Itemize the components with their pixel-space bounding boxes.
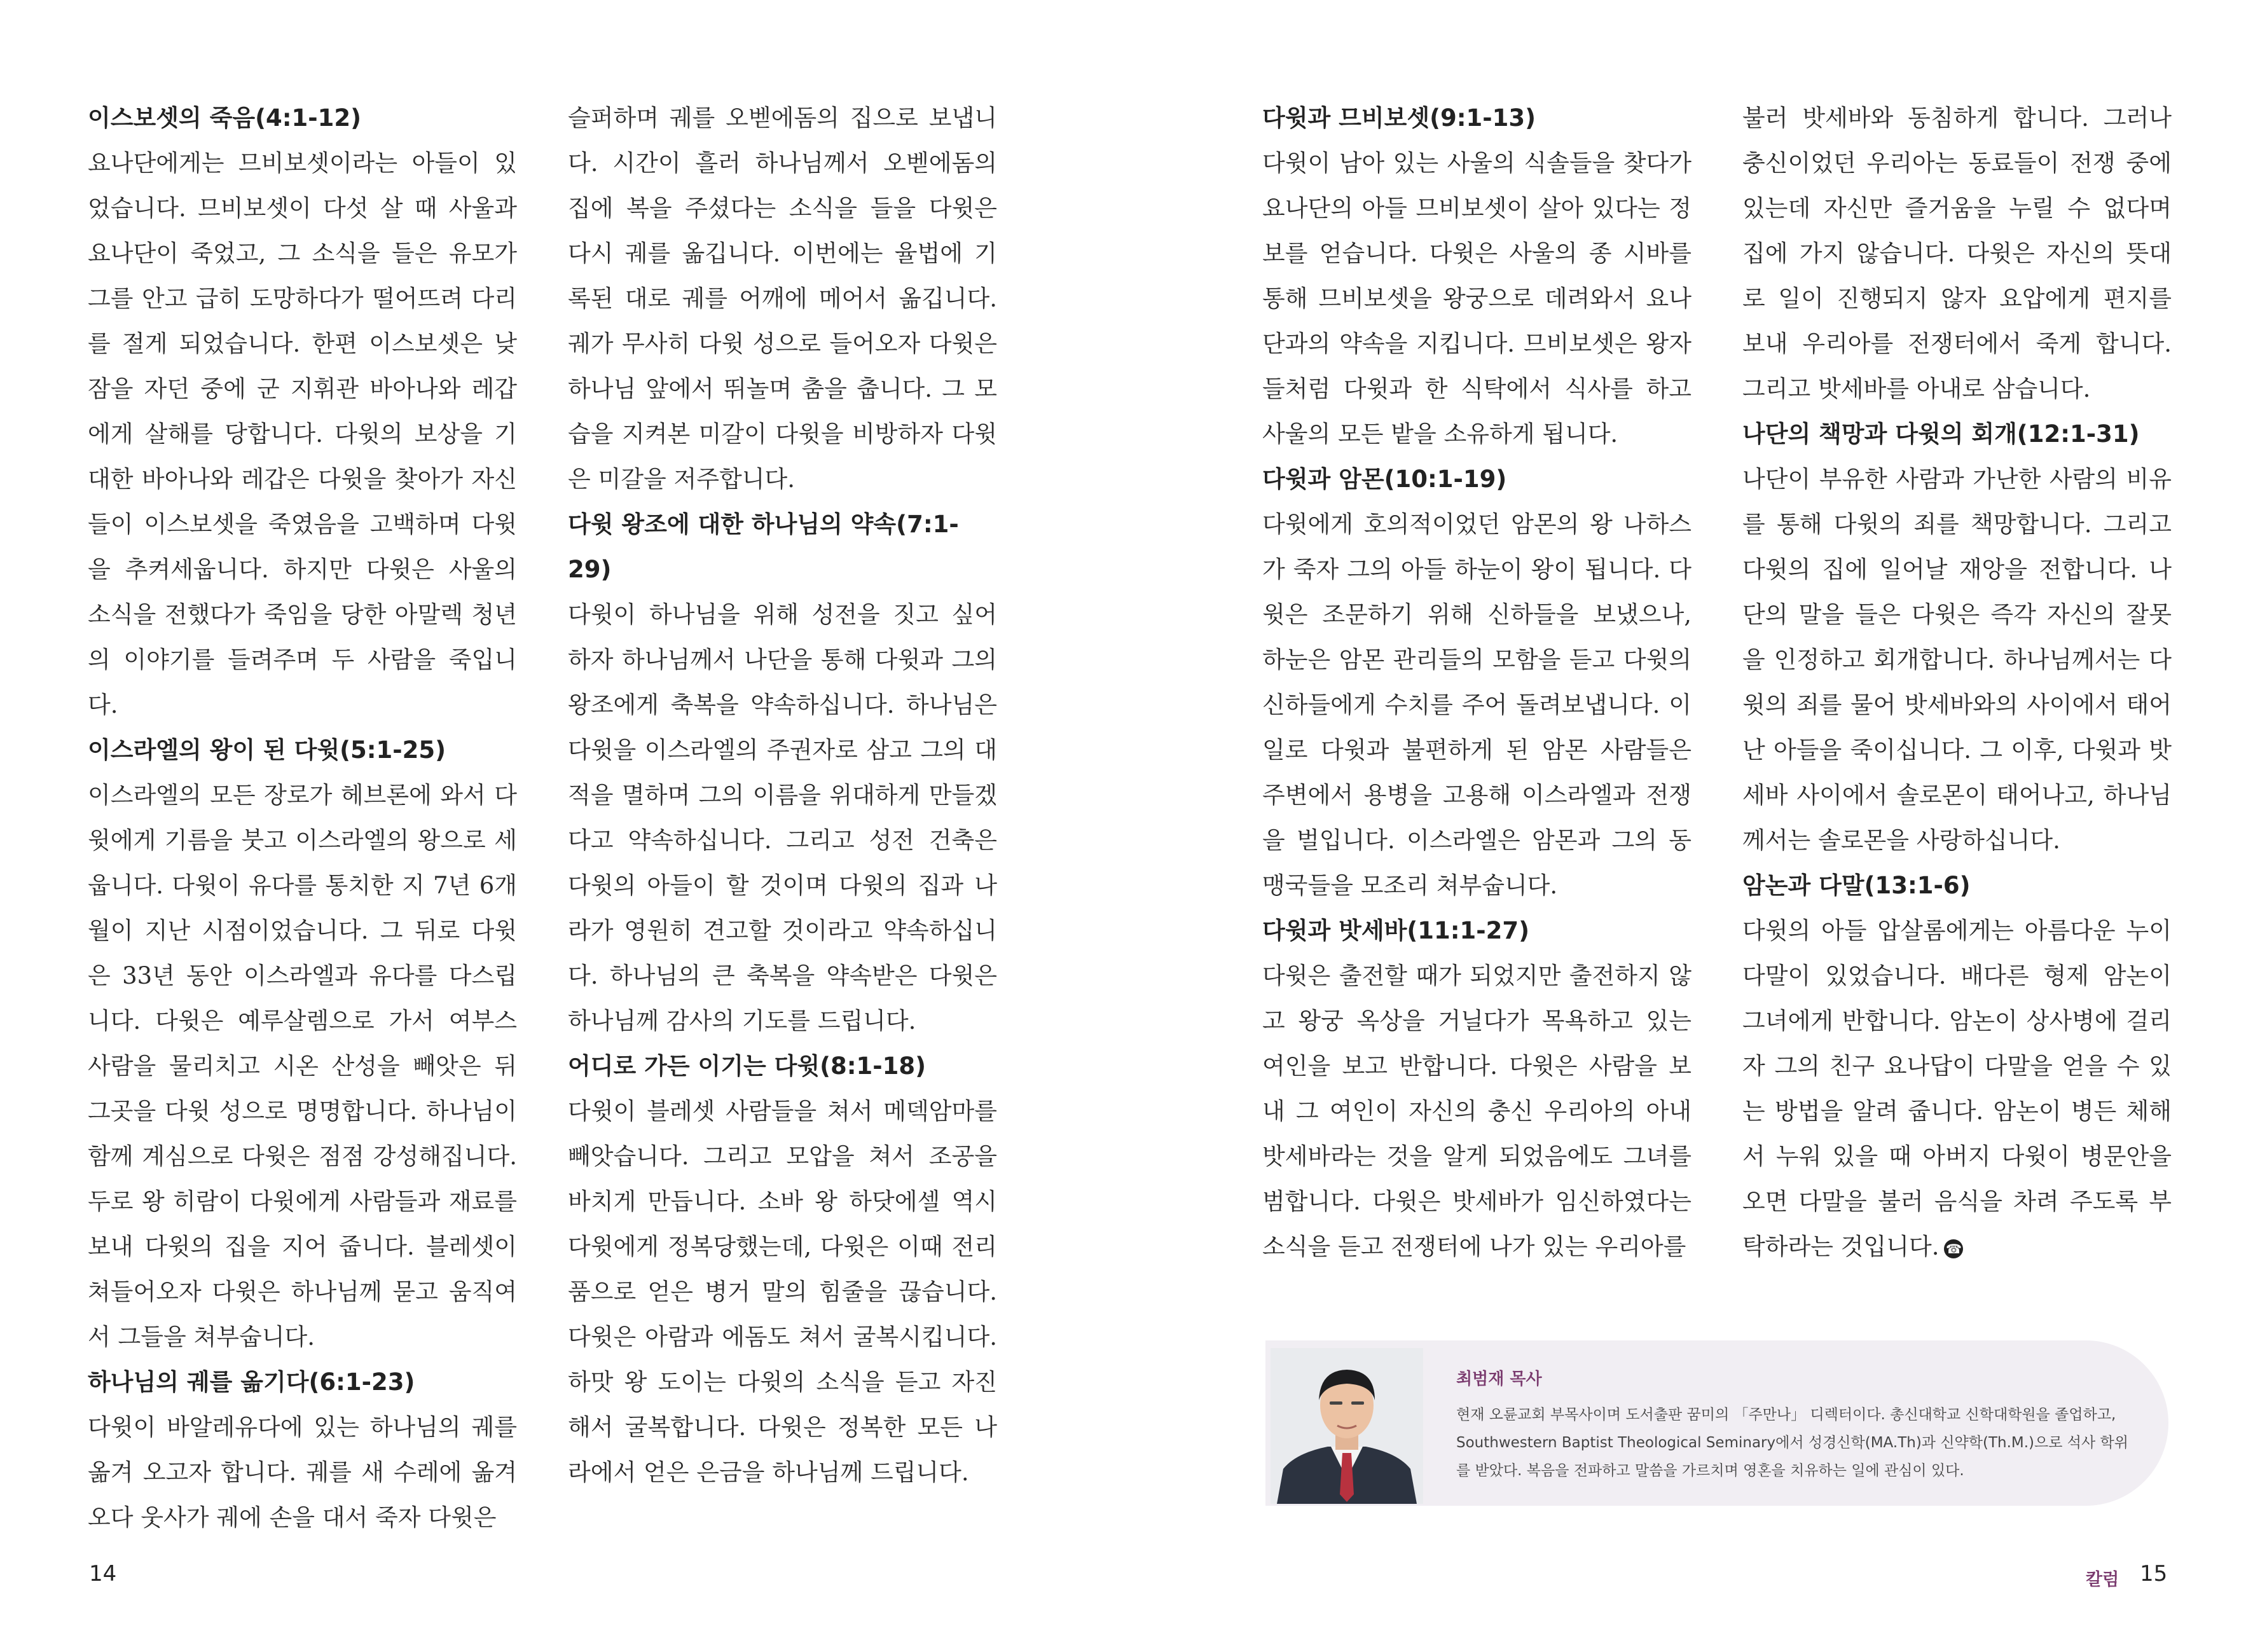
section-body: 이스라엘의 모든 장로가 헤브론에 와서 다윗에게 기름을 붓고 이스라엘의 왕으로 세웁니다. 다윗이 유다를 통치한 지 7년 6개월이 지난 시점이었습니다. 그 뒤로 다윗은 33년 동안 이스라엘과 유다를 다스립니다. 다윗은 예루살렘으로 가서 여부스 사람을 물리치고 시온 산성을 빼앗은 뒤 그곳을 다윗 성으로 명명합니다. 하나님이 함께 계심으로 다윗은 점점 강성해집니다. 두로 왕 히람이 다윗에게 사람들과 재료를 보내 다윗의 집을 지어 줍니다. 블레셋이 쳐들어오자 다윗은 하나님께 묻고 움직여서 그들을 쳐부숩니다. — [88, 781, 517, 1351]
section-heading: 이스라엘의 왕이 된 다윗(5:1-25) — [88, 736, 446, 764]
section-body: 요나단에게는 므비보셋이라는 아들이 있었습니다. 므비보셋이 다섯 살 때 사울과 요나단이 죽었고, 그 소식을 들은 유모가 그를 안고 급히 도망하다가 떨어뜨려 다리를 절게 되었습니다. 한편 이스보셋은 낮잠을 자던 중에 군 지휘관 바아나와 레갑에게 살해를 당합니다. 다윗의 보상을 기대한 바아나와 레갑은 다윗을 찾아가 자신들이 이스보셋을 죽였음을 고백하며 다윗을 추켜세웁니다. 하지만 다윗은 사울의 소식을 전했다가 죽임을 당한 아말렉 청년의 이야기를 들려주며 두 사람을 죽입니다. — [88, 149, 517, 719]
section-body: 불러 밧세바와 동침하게 합니다. 그러나 충신이었던 우리아는 동료들이 전쟁 중에 있는데 자신만 즐거움을 누릴 수 없다며 집에 가지 않습니다. 다윗은 자신의 뜻대로 일이 진행되지 않자 요압에게 편지를 보내 우리아를 전쟁터에서 죽게 합니다. 그리고 밧세바를 아내로 삼습니다. — [1742, 104, 2172, 403]
section-body: 다윗에게 호의적이었던 암몬의 왕 나하스가 죽자 그의 아들 하눈이 왕이 됩니다. 다윗은 조문하기 위해 신하들을 보냈으나, 하눈은 암몬 관리들의 모함을 듣고 다윗의 신하들에게 수치를 주어 돌려보냅니다. 이 일로 다윗과 불편하게 된 암몬 사람들은 주변에서 용병을 고용해 이스라엘과 전쟁을 벌입니다. 이스라엘은 암몬과 그의 동맹국들을 모조리 쳐부숩니다. — [1262, 511, 1691, 899]
section-heading: 다윗과 암몬(10:1-19) — [1262, 465, 1507, 493]
section-body-last — [1742, 908, 2172, 1269]
page-number-left: 14 — [89, 1561, 117, 1587]
section-body: 다윗이 하나님을 위해 성전을 짓고 싶어 하자 하나님께서 나단을 통해 다윗과 그의 왕조에게 축복을 약속하십니다. 하나님은 다윗을 이스라엘의 주권자로 삼고 그의 대적을 멸하며 그의 이름을 위대하게 만들겠다고 약속하십니다. 그리고 성전 건축은 다윗의 아들이 할 것이며 다윗의 집과 나라가 영원히 견고할 것이라고 약속하십니다. 하나님의 큰 축복을 약속받은 다윗은 하나님께 감사의 기도를 드립니다. — [568, 601, 997, 1035]
left-page-column-1 — [88, 95, 517, 1540]
section-heading: 나단의 책망과 다윗의 회개(12:1-31) — [1742, 420, 2140, 448]
section-body: 다윗이 바알레유다에 있는 하나님의 궤를 옮겨 오고자 합니다. 궤를 새 수레에 옮겨 오다 웃사가 궤에 손을 대서 죽자 다윗은 — [88, 1414, 517, 1531]
left-page-column-2 — [568, 95, 997, 1495]
section-heading: 다윗 왕조에 대한 하나님의 약속(7:1-29) — [568, 511, 959, 583]
end-mark-icon: ☎ — [1944, 1239, 1963, 1258]
section-label: 칼럼 — [2086, 1570, 2119, 1590]
author-box — [1265, 1340, 2168, 1506]
section-body-text: 다윗의 아들 압살롬에게는 아름다운 누이 다말이 있었습니다. 배다른 형제 암논이 그녀에게 반합니다. 암논이 상사병에 걸리자 그의 친구 요나답이 다말을 얻을 수 있는 방법을 알려 줍니다. 암논이 병든 체해서 누워 있을 때 아버지 다윗이 병문안을 오면 다말을 불러 음식을 차려 주도록 부탁하라는 것입니다. — [1742, 917, 2172, 1260]
section-heading: 다윗과 밧세바(11:1-27) — [1262, 917, 1530, 944]
section-body: 다윗이 남아 있는 사울의 식솔들을 찾다가 요나단의 아들 므비보셋이 살아 있다는 정보를 얻습니다. 다윗은 사울의 종 시바를 통해 므비보셋을 왕궁으로 데려와서 요나단과의 약속을 지킵니다. 므비보셋은 왕자들처럼 다윗과 한 식탁에서 식사를 하고 사울의 모든 밭을 소유하게 됩니다. — [1262, 149, 1691, 448]
author-portrait-image — [1271, 1348, 1423, 1504]
page-number-right: 15 — [2140, 1561, 2168, 1587]
section-body: 나단이 부유한 사람과 가난한 사람의 비유를 통해 다윗의 죄를 책망합니다. 그리고 다윗의 집에 일어날 재앙을 전합니다. 나단의 말을 들은 다윗은 즉각 자신의 잘못을 인정하고 회개합니다. 하나님께서는 다윗의 죄를 물어 밧세바와의 사이에서 태어난 아들을 죽이십니다. 그 이후, 다윗과 밧세바 사이에서 솔로몬이 태어나고, 하나님께서는 솔로몬을 사랑하십니다. — [1742, 465, 2172, 854]
right-page-column-1 — [1262, 95, 1691, 1269]
section-heading: 어디로 가든 이기는 다윗(8:1-18) — [568, 1052, 927, 1080]
section-body: 슬퍼하며 궤를 오벧에돔의 집으로 보냅니다. 시간이 흘러 하나님께서 오벧에돔의 집에 복을 주셨다는 소식을 들을 다윗은 다시 궤를 옮깁니다. 이번에는 율법에 기록된 대로 궤를 어깨에 메어서 옮깁니다. 궤가 무사히 다윗 성으로 들어오자 다윗은 하나님 앞에서 뛰놀며 춤을 춥니다. 그 모습을 지켜본 미갈이 다윗을 비방하자 다윗은 미갈을 저주합니다. — [568, 104, 997, 493]
section-heading: 이스보셋의 죽음(4:1-12) — [88, 104, 362, 132]
author-bio: 현재 오륜교회 부목사이며 도서출판 꿈미의 「주만나」 디렉터이다. 총신대학교 신학대학원을 졸업하고, Southwestern Baptist Theological Seminary에서 성경신학(MA.Th)과 신약학(Th.M.)으로 석사 학위를 받았다. 복음을 전파하고 말씀을 가르치며 영혼을 치유하는 일에 관심이 있다. — [1456, 1407, 2128, 1479]
author-photo — [1271, 1348, 1423, 1504]
author-name: 최범재 목사 — [1456, 1370, 1542, 1389]
section-body: 다윗은 출전할 때가 되었지만 출전하지 않고 왕궁 옥상을 거닐다가 목욕하고 있는 여인을 보고 반합니다. 다윗은 사람을 보내 그 여인이 자신의 충신 우리아의 아내 밧세바라는 것을 알게 되었음에도 그녀를 범합니다. 다윗은 밧세바가 임신하였다는 소식을 듣고 전쟁터에 나가 있는 우리아를 — [1262, 962, 1691, 1260]
section-heading: 암논과 다말(13:1-6) — [1742, 872, 1971, 899]
section-body: 다윗이 블레셋 사람들을 쳐서 메덱암마를 빼앗습니다. 그리고 모압을 쳐서 조공을 바치게 만듭니다. 소바 왕 하닷에셀 역시 다윗에게 정복당했는데, 다윗은 이때 전리품으로 얻은 병거 말의 힘줄을 끊습니다. 다윗은 아람과 에돔도 쳐서 굴복시킵니다. 하맛 왕 도이는 다윗의 소식을 듣고 자진해서 굴복합니다. 다윗은 정복한 모든 나라에서 얻은 은금을 하나님께 드립니다. — [568, 1098, 997, 1486]
section-heading: 다윗과 므비보셋(9:1-13) — [1262, 104, 1536, 132]
right-page-column-2 — [1742, 95, 2172, 1269]
section-heading: 하나님의 궤를 옮기다(6:1-23) — [88, 1368, 415, 1396]
